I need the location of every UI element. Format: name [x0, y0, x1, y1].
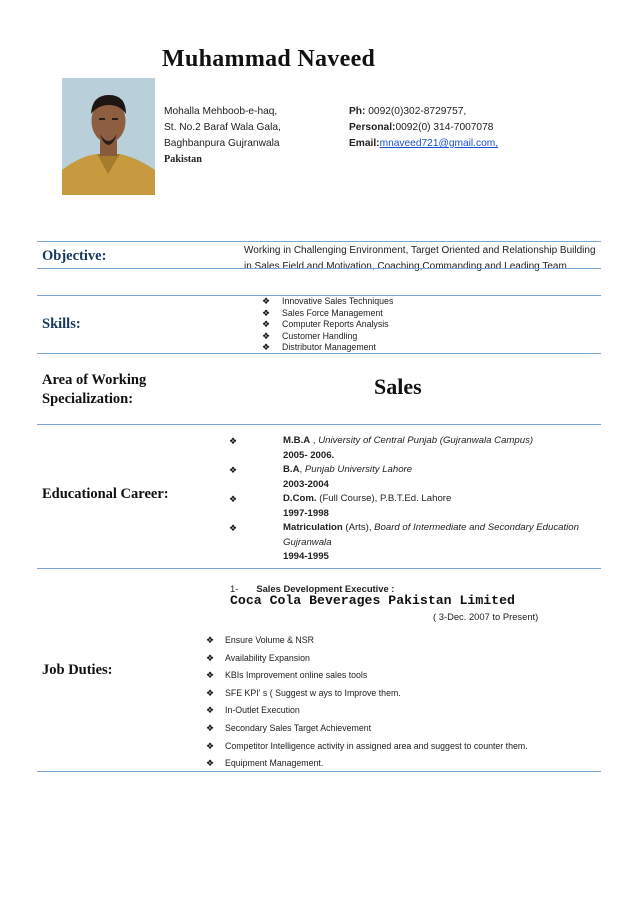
duty-item — [206, 669, 528, 687]
duty-text: Ensure Volume & NSR — [225, 635, 314, 645]
specialization-heading — [42, 371, 146, 409]
education-entry — [229, 492, 609, 507]
personal-value: 0092(0) 314-7007078 — [395, 122, 494, 133]
duty-item — [206, 740, 528, 758]
diamond-bullet-icon: ❖ — [206, 758, 215, 769]
diamond-bullet-icon: ❖ — [262, 307, 271, 318]
skill-item — [262, 331, 393, 343]
diamond-bullet-icon: ❖ — [206, 670, 215, 681]
skill-text: Sales Force Management — [282, 307, 383, 318]
diamond-bullet-icon: ❖ — [262, 330, 271, 341]
job-period: ( 3-Dec. 2007 to Present) — [433, 611, 539, 622]
duty-item — [206, 722, 528, 740]
duties-list — [206, 634, 528, 775]
specialization-value: Sales — [374, 374, 422, 399]
skill-item — [262, 319, 393, 331]
duty-text: Equipment Management. — [225, 758, 324, 769]
skills-heading: Skills: — [42, 316, 81, 332]
duty-text: SFE KPI' s ( Suggest w ays to Improve them. — [225, 687, 401, 698]
education-detail: , — [299, 464, 305, 475]
education-entry — [229, 463, 609, 478]
job-title: Sales Development Executive : — [256, 583, 395, 594]
education-detail: (Full Course), P.B.T.Ed. Lahore — [316, 493, 452, 504]
address-country: Pakistan — [164, 154, 202, 165]
skill-text: Innovative Sales Techniques — [282, 296, 394, 306]
education-entry — [229, 434, 609, 449]
skill-text: Distributor Management — [282, 342, 376, 353]
skill-item — [262, 308, 393, 320]
education-institution: Board of Intermediate and Secondary Education Gujranwala — [283, 522, 579, 548]
duty-text: Availability Expansion — [225, 652, 310, 663]
section-divider — [37, 268, 601, 269]
duty-text: KBIs Improvement online sales tools — [225, 670, 368, 681]
job-duties-heading: Job Duties: — [42, 662, 113, 678]
education-years: 2003-2004 — [283, 478, 329, 490]
duty-text: Competitor Intelligence activity in assigned area and suggest to counter them. — [225, 740, 528, 751]
education-detail: , — [310, 435, 319, 446]
address-block — [164, 104, 281, 168]
diamond-bullet-icon: ❖ — [229, 523, 238, 533]
diamond-bullet-icon: ❖ — [229, 465, 238, 475]
diamond-bullet-icon: ❖ — [229, 494, 238, 504]
section-divider — [37, 241, 601, 242]
address-line: Mohalla Mehboob-e-haq, — [164, 106, 278, 117]
diamond-bullet-icon: ❖ — [206, 687, 215, 698]
diamond-bullet-icon: ❖ — [262, 296, 271, 306]
diamond-bullet-icon: ❖ — [229, 436, 238, 446]
education-institution: University of Central Punjab (Gujranwala Campus) — [318, 435, 534, 446]
education-years: 1994-1995 — [283, 551, 329, 562]
duty-item — [206, 704, 528, 722]
education-heading: Educational Career: — [42, 486, 169, 502]
specialization-heading-line2: Specialization: — [42, 391, 134, 407]
diamond-bullet-icon: ❖ — [262, 342, 271, 353]
personal-label: Personal: — [349, 122, 396, 133]
section-divider — [37, 424, 601, 425]
skill-text: Computer Reports Analysis — [282, 319, 389, 330]
address-line: Baghbanpura Gujranwala — [164, 138, 280, 149]
company-name: Coca Cola Beverages Pakistan Limited — [230, 593, 515, 608]
education-detail: (Arts), — [342, 522, 375, 533]
diamond-bullet-icon: ❖ — [206, 635, 215, 645]
address-line: St. No.2 Baraf Wala Gala, — [164, 122, 281, 133]
personal-line — [349, 120, 498, 136]
email-line — [349, 136, 498, 152]
profile-photo — [62, 78, 155, 195]
duty-item — [206, 652, 528, 670]
duty-item — [206, 757, 528, 775]
specialization-heading-line1: Area of Working — [42, 372, 147, 388]
duty-text: In-Outlet Execution — [225, 705, 300, 716]
phone-line — [349, 104, 498, 120]
skill-text: Customer Handling — [282, 330, 358, 341]
education-list — [229, 434, 609, 565]
section-divider — [37, 568, 601, 569]
diamond-bullet-icon: ❖ — [262, 319, 271, 330]
education-degree: M.B.A — [283, 435, 311, 446]
email-label: Email: — [349, 138, 380, 149]
diamond-bullet-icon: ❖ — [206, 705, 215, 716]
objective-text: Working in Challenging Environment, Target Oriented and Relationship Building in Sales Field and Motivation, Coaching,Commanding and Leading Team. — [244, 245, 596, 272]
education-years: 1997-1998 — [283, 507, 329, 519]
objective-heading: Objective: — [42, 248, 107, 264]
phone-value: 0092(0)302-8729757, — [365, 106, 467, 117]
section-divider — [37, 771, 601, 772]
skill-item — [262, 296, 393, 308]
education-entry — [229, 521, 609, 550]
email-link[interactable]: mnaveed721@gmail.com, — [379, 138, 499, 149]
duty-item — [206, 687, 528, 705]
education-degree: B.A — [283, 464, 300, 475]
phone-label: Ph: — [349, 106, 366, 117]
skills-list — [262, 296, 393, 354]
education-years: 2005- 2006. — [283, 449, 335, 461]
duty-text: Secondary Sales Target Achievement — [225, 722, 372, 733]
diamond-bullet-icon: ❖ — [206, 722, 215, 733]
candidate-name: Muhammad Naveed — [162, 46, 376, 72]
contact-block — [349, 104, 498, 152]
portrait-image-icon — [62, 78, 155, 195]
education-degree: Matriculation — [283, 522, 343, 533]
duty-item — [206, 634, 528, 652]
section-divider — [37, 353, 601, 354]
education-degree: D.Com. — [283, 493, 317, 504]
job-number: 1- — [230, 583, 239, 594]
diamond-bullet-icon: ❖ — [206, 652, 215, 663]
education-institution: Punjab University Lahore — [304, 464, 413, 475]
diamond-bullet-icon: ❖ — [206, 740, 215, 751]
